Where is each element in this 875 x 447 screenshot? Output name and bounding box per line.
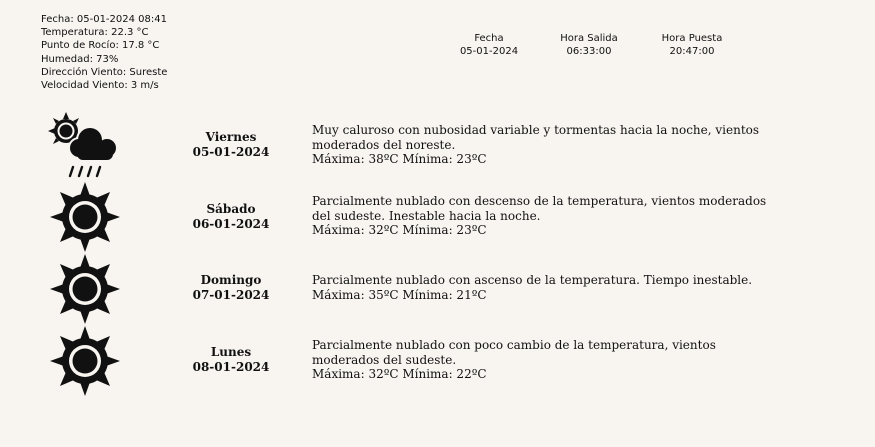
current-wind-speed: Velocidad Viento: 3 m/s <box>41 80 159 92</box>
forecast-date: 05-01-2024 <box>192 145 270 159</box>
sun-value-sunset: 20:47:00 <box>669 46 715 57</box>
forecast-description <box>312 338 774 382</box>
sun-col-sunset <box>632 32 752 58</box>
forecast-day <box>176 273 286 303</box>
sun-col-sunrise <box>529 32 649 58</box>
forecast-row <box>0 181 875 251</box>
forecast-day <box>176 130 286 160</box>
current-temperature: Temperatura: 22.3 °C <box>41 27 149 39</box>
forecast-temps: Máxima: 32ºC Mínima: 23ºC <box>312 223 487 237</box>
sun-header-sunset: Hora Puesta <box>661 33 723 44</box>
sun-icon <box>46 254 124 324</box>
forecast-day-name: Sábado <box>206 202 256 216</box>
forecast-description <box>312 273 774 302</box>
forecast-row <box>0 324 875 394</box>
sun-icon <box>46 182 124 252</box>
current-humidity: Humedad: 73% <box>41 53 119 65</box>
forecast-text: Muy caluroso con nubosidad variable y tormentas hacia la noche, vientos moderados del noreste. <box>312 123 760 152</box>
current-conditions <box>41 13 167 92</box>
forecast-date: 08-01-2024 <box>192 360 270 374</box>
sun-header-sunrise: Hora Salida <box>560 33 618 44</box>
forecast-row <box>0 110 875 180</box>
sun-icon <box>46 326 124 396</box>
forecast-day-name: Lunes <box>210 345 252 359</box>
sun-header-date: Fecha <box>474 33 504 44</box>
forecast-temps: Máxima: 32ºC Mínima: 22ºC <box>312 367 487 381</box>
forecast-description <box>312 123 774 167</box>
forecast-day-name: Viernes <box>205 130 257 144</box>
forecast-temps: Máxima: 38ºC Mínima: 23ºC <box>312 152 487 166</box>
current-dew-point: Punto de Rocío: 17.8 °C <box>41 40 160 52</box>
forecast-description <box>312 194 774 238</box>
forecast-row <box>0 252 875 322</box>
sun-value-date: 05-01-2024 <box>459 46 519 57</box>
forecast-text: Parcialmente nublado con descenso de la temperatura, vientos moderados del sudeste. Inestable hacia la noche. <box>312 194 767 223</box>
forecast-temps: Máxima: 35ºC Mínima: 21ºC <box>312 287 487 302</box>
forecast-text: Parcialmente nublado con ascenso de la temperatura. Tiempo inestable. <box>312 273 753 287</box>
sun-cloud-rain-icon <box>46 110 124 180</box>
forecast-date: 07-01-2024 <box>192 288 270 302</box>
sun-value-sunrise: 06:33:00 <box>566 46 612 57</box>
forecast-day-name: Domingo <box>200 273 262 287</box>
forecast-day <box>176 345 286 375</box>
forecast-text: Parcialmente nublado con poco cambio de la temperatura, vientos moderados del sudeste. <box>312 338 716 367</box>
current-wind-direction: Dirección Viento: Sureste <box>41 66 168 78</box>
forecast-day <box>176 202 286 232</box>
forecast-date: 06-01-2024 <box>192 217 270 231</box>
current-date: Fecha: 05-01-2024 08:41 <box>41 14 167 25</box>
